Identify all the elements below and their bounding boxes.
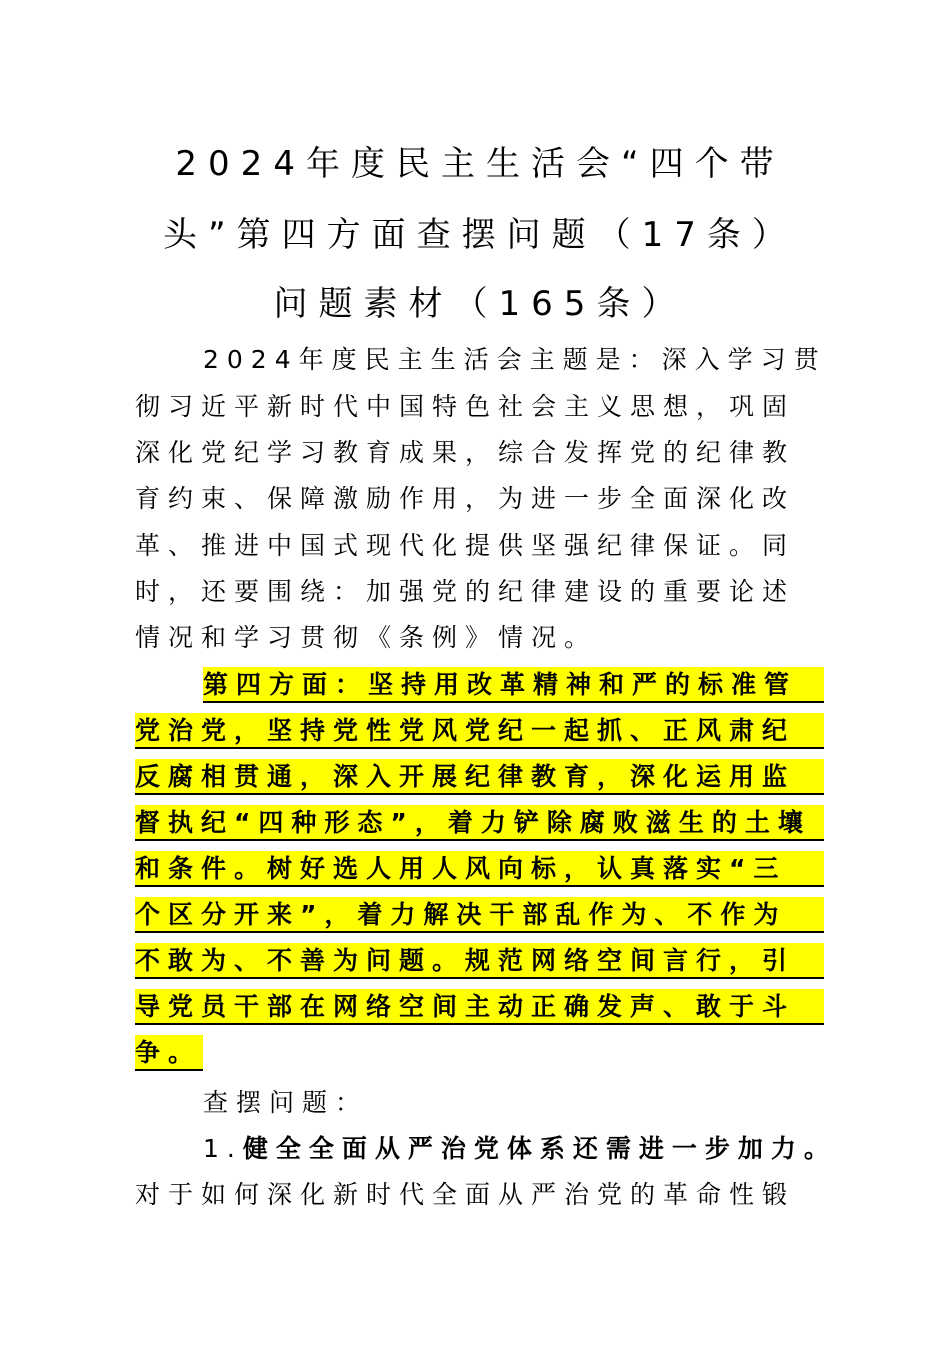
item-1-title: 健全全面从严治党体系还需进一步加力。 — [242, 1134, 837, 1163]
highlight-line: 第四方面：坚持用改革精神和严的标准管 — [203, 670, 798, 699]
highlight-line: 不敢为、不善为问题。规范网络空间言行，引 — [135, 946, 796, 975]
intro-line: 革、推进中国式现代化提供坚强纪律保证。同 — [135, 531, 796, 560]
item-1-heading — [203, 1132, 837, 1166]
section-label: 查摆问题： — [203, 1088, 369, 1117]
intro-line: 育约束、保障激励作用，为进一步全面深化改 — [135, 484, 796, 513]
item-1-number: 1. — [203, 1134, 243, 1163]
intro-line: 深化党纪学习教育成果，综合发挥党的纪律教 — [135, 438, 796, 467]
intro-line: 时，还要围绕：加强党的纪律建设的重要论述 — [135, 577, 796, 606]
highlight-line: 导党员干部在网络空间主动正确发声、敢于斗 — [135, 992, 796, 1021]
document-title-line-2: 头”第四方面查摆问题（17条） — [163, 215, 797, 255]
document-title-line-3: 问题素材（165条） — [273, 284, 687, 324]
highlight-line: 个区分开来”，着力解决干部乱作为、不作为 — [135, 900, 787, 929]
item-1-body-line: 对于如何深化新时代全面从严治党的革命性锻 — [135, 1180, 796, 1209]
document-title-line-1: 2024年度民主生活会“四个带 — [175, 144, 785, 184]
highlight-line: 和条件。树好选人用人风向标，认真落实“三 — [135, 854, 787, 883]
highlight-line: 党治党，坚持党性党风党纪一起抓、正风肃纪 — [135, 716, 796, 745]
highlight-line: 反腐相贯通，深入开展纪律教育，深化运用监 — [135, 762, 796, 791]
highlight-line: 督执纪“四种形态”，着力铲除腐败滋生的土壤 — [135, 808, 811, 837]
highlight-line: 争。 — [135, 1038, 202, 1067]
intro-line: 情况和学习贯彻《条例》情况。 — [135, 623, 598, 652]
intro-line: 彻习近平新时代中国特色社会主义思想，巩固 — [135, 392, 796, 421]
intro-line: 2024年度民主生活会主题是：深入学习贯 — [203, 345, 827, 374]
